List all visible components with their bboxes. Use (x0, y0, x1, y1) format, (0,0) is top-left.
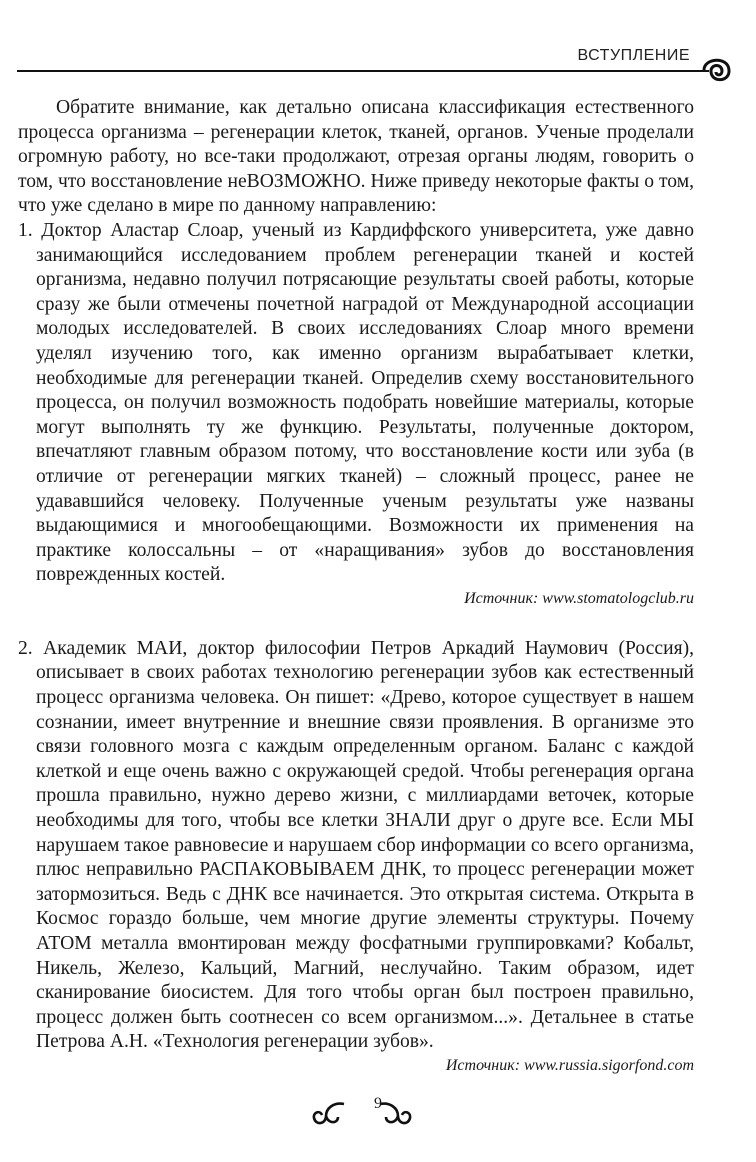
flourish-right-icon (378, 1098, 414, 1128)
list-item: 1. Доктор Аластар Слоар, ученый из Кардиффского университета, уже давно занимающийся исследованием проблем регенерации тканей и костей организма, недавно получил потрясающие результаты своей работы, которые сразу же были отмечены почетной наградой от Международной ассоциации молодых исследователей. В своих исследованиях Слоар много времени уделял изучению того, как именно организм вырабатывает клетки, необходимые для регенерации тканей. Определив схему восстановительного процесса, он получил возможность подобрать новейшие материалы, которые могут выполнять ту же функцию. Результаты, полученные доктором, впечатляют главным образом потому, что восстановление кости или зуба (в отличие от регенерации мягких тканей) – сложный процесс, ранее не удававшийся человеку. Полученные ученым результаты уже названы выдающимися и многообещающими. Возможности их применения на практике колоссальны – от «наращивания» зубов до восстановления поврежденных костей. (18, 219, 694, 586)
swirl-ornament-icon (700, 52, 734, 88)
list-item: 2. Академик МАИ, доктор философии Петров Аркадий Наумович (Россия), описывает в своих работах технологию регенерации зубов как естественный процесс организма человека. Он пишет: «Древо, которое существует в нашем сознании, имеет внутренние и внешние связи проявления. В организме это связи головного мозга с каждым определенным органом. Баланс с каждой клеткой и еще очень важно с окружающей средой. Чтобы регенерация органа прошла правильно, нужно дерево жизни, с миллиардами веточек, которые необходимы для того, чтобы все клетки ЗНАЛИ друг о друге все. Если МЫ нарушаем такое равновесие и нарушаем сбор информации со всего организма, плюс неправильно РАСПАКОВЫВАЕМ ДНК, то процесс регенерации может затормозиться. Ведь с ДНК все начинается. Это открытая система. Открыта в Космос гораздо больше, чем многие другие элементы структуры. Почему АТОМ металла вмонтирован между фосфатными группировками? Кобальт, Никель, Железо, Кальций, Магний, неслучайно. Таким образом, идет сканирование биосистем. Для того чтобы орган был построен правильно, процесс должен быть соотнесен со всем организмом...». Детальнее в статье Петрова А.Н. «Технология регенерации зубов». (18, 637, 694, 1053)
source-citation: Источник: www.russia.sigorfond.com (445, 1056, 694, 1074)
page-footer (0, 1095, 756, 1135)
page-number: 9 (374, 1095, 382, 1112)
header-rule (17, 70, 709, 72)
source-citation: Источник: www.stomatologclub.ru (464, 589, 694, 607)
page-body (18, 96, 694, 1077)
section-title: ВСТУПЛЕНИЕ (577, 47, 690, 64)
intro-paragraph: Обратите внимание, как детально описана классификация естественного процесса организма – регенерации клеток, тканей, органов. Ученые проделали огромную работу, но все-таки продолжают, отрезая органы людям, говорить о том, что восстановление неВОЗМОЖНО. Ниже приведу некоторые факты о том, что уже сделано в мире по данному направлению: (18, 97, 694, 217)
